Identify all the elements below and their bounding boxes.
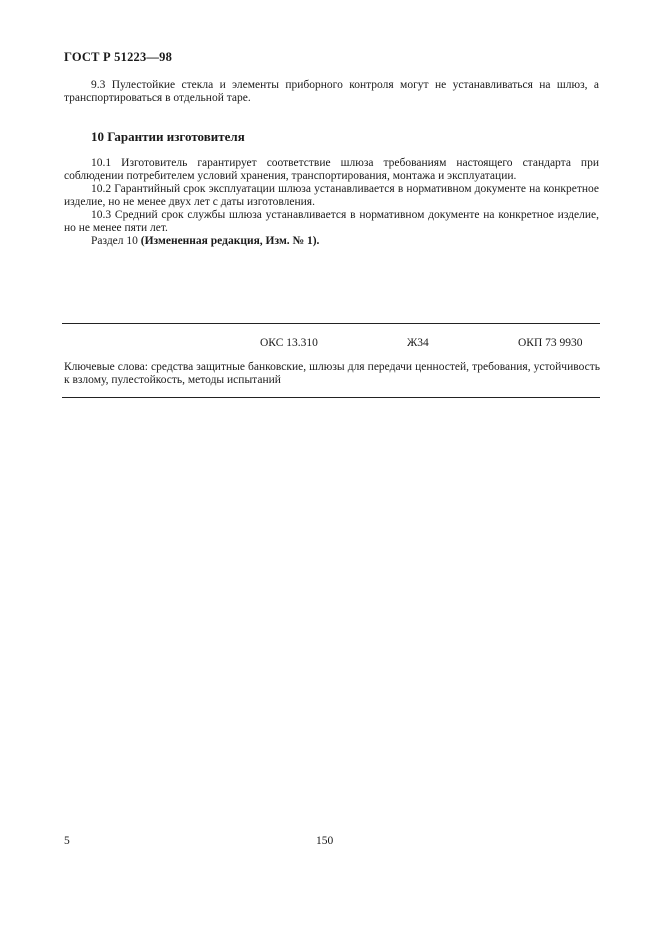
okp-code: ОКП 73 9930	[518, 337, 583, 349]
oks-code: ОКС 13.310	[260, 337, 318, 349]
paragraph-10-2: 10.2 Гарантийный срок эксплуатации шлюза устанавливается в нормативном документе на конкретное изделие, но не менее двух лет с даты изготовления.	[64, 183, 599, 209]
bottom-divider	[62, 397, 600, 398]
page-number-left: 5	[64, 835, 70, 847]
zh-code: Ж34	[407, 337, 429, 349]
document-header: ГОСТ Р 51223—98	[64, 50, 173, 64]
paragraph-10-1: 10.1 Изготовитель гарантирует соответствие шлюза требованиям настоящего стандарта при соблюдении потребителем условий хранения, транспортирования, монтажа и эксплуатации.	[64, 157, 599, 183]
section-title: 10 Гарантии изготовителя	[91, 129, 245, 144]
section-note-prefix: Раздел 10	[91, 235, 141, 247]
paragraph-9-3: 9.3 Пулестойкие стекла и элементы приборного контроля могут не устанавливаться на шлюз, а транспортироваться в отдельной таре.	[64, 79, 599, 105]
paragraph-10-3: 10.3 Средний срок службы шлюза устанавливается в нормативном документе на конкретное изделие, но не менее пяти лет.	[64, 209, 599, 235]
page-number-center: 150	[316, 835, 334, 847]
top-divider	[62, 323, 600, 324]
section-note-bold: (Измененная редакция, Изм. № 1).	[140, 235, 320, 247]
keywords: Ключевые слова: средства защитные банковские, шлюзы для передачи ценностей, требования, устойчивость к взлому, пулестойкость, методы испытаний	[64, 361, 600, 387]
section-note	[64, 235, 599, 248]
